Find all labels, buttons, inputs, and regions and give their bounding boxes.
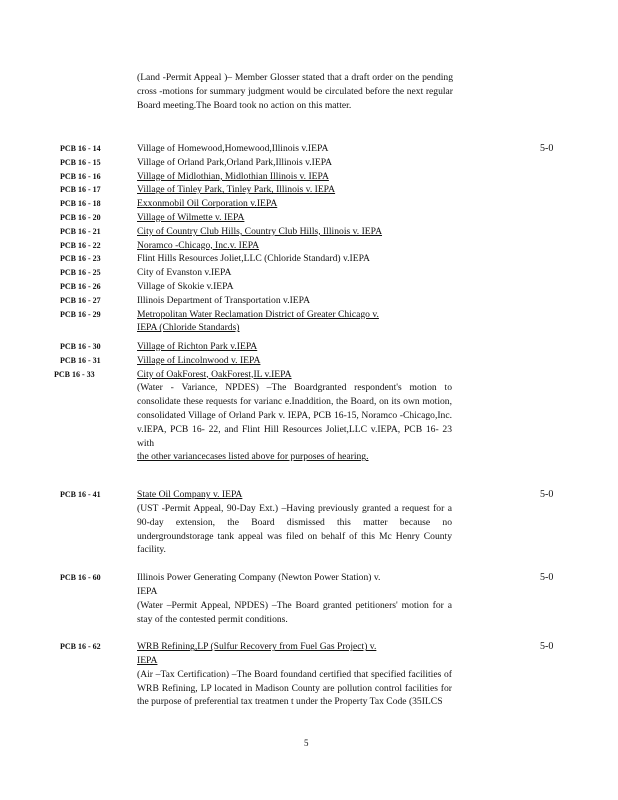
case-title: Village of Richton Park v.IEPA [137, 340, 258, 352]
case-number: PCB 16 - 26 [60, 281, 101, 291]
case-entry [0, 488, 618, 557]
consolidated-variance-cases [0, 142, 618, 381]
case-title: City of Country Club Hills, Country Club Hills, Illinois v. IEPA [137, 225, 383, 237]
case-entry [0, 183, 618, 197]
case-entry [0, 266, 618, 280]
case-entry [0, 308, 618, 340]
case-number: PCB 16 - 30 [60, 341, 101, 351]
vote-count: 5-0 [540, 641, 554, 653]
case-entry [0, 354, 618, 368]
case-number: PCB 16 - 25 [60, 268, 101, 278]
case-title: Flint Hills Resources Joliet,LLC (Chloride Standard) v.IEPA [137, 253, 370, 265]
case-title: Illinois Department of Transportation v.IEPA [137, 294, 311, 306]
case-number: PCB 16 - 20 [60, 212, 101, 222]
case-title: City of OakForest, OakForest,IL v.IEPA [137, 368, 292, 380]
case-description: (Water –Permit Appeal, NPDES) –The Board granted petitioners' motion for a stay of the contested permit conditions. [137, 599, 452, 625]
vote-count: 5-0 [540, 143, 554, 154]
case-number: PCB 16 - 29 [60, 309, 101, 319]
case-entry [0, 239, 618, 253]
case-number: PCB 16 - 18 [60, 199, 101, 209]
case-number: PCB 16 - 60 [60, 573, 101, 583]
case-title: Illinois Power Generating Company (Newton Power Station) v. [137, 572, 381, 584]
case-title-continued: IEPA (Chloride Standards) [137, 322, 240, 334]
case-title: Noramco -Chicago, Inc.v. IEPA [137, 239, 260, 251]
vote-count: 5-0 [540, 572, 554, 584]
case-entry [0, 294, 618, 308]
case-title-continued: IEPA [137, 585, 158, 597]
case-number: PCB 16 - 15 [60, 157, 101, 167]
case-entry [0, 142, 618, 156]
case-number: PCB 16 - 14 [60, 144, 101, 153]
case-title: Village of Wilmette v. IEPA [137, 211, 245, 223]
case-title: Metropolitan Water Reclamation District of Greater Chicago v. [137, 308, 379, 320]
case-number: PCB 16 - 41 [60, 490, 101, 500]
case-entry [0, 197, 618, 211]
case-title: Village of Tinley Park, Tinley Park, Illinois v. IEPA [137, 184, 336, 196]
case-title-continued: IEPA [137, 655, 158, 667]
case-title: Exxonmobil Oil Corporation v.IEPA [137, 198, 278, 210]
case-title: City of Evanston v.IEPA [137, 267, 232, 279]
case-number: PCB 16 - 31 [60, 355, 101, 365]
case-entry [0, 340, 618, 354]
case-entry [0, 368, 618, 382]
case-entry [0, 225, 618, 239]
case-description-row [0, 381, 618, 464]
case-entry [0, 571, 618, 626]
case-description: (Air –Tax Certification) –The Board foundand certified that specified facilities of WRB Refining, LP located in Madison County are pollution control facilities for the purpose of preferential tax treatmen t under the Property Tax Code (35ILCS [137, 668, 452, 708]
case-title: Village of Lincolnwood v. IEPA [137, 354, 261, 366]
case-title: WRB Refining,LP (Sulfur Recovery from Fuel Gas Project) v. [137, 641, 377, 653]
page-number: 5 [304, 738, 309, 748]
case-description: (Water - Variance, NPDES) –The Boardgranted respondent's motion to consolidate these requests for varianc e.Inaddition, the Board, on its own motion, consolidated Village of Orland Park v. IEPA, PCB 16-15, Noramco -Chicago,Inc. v.IEPA, PCB 16- 22, and Flint Hill Resources Joliet,LLC v.IEPA, PCB 16- 23 with [137, 382, 452, 449]
case-entry [0, 280, 618, 294]
case-description: (UST -Permit Appeal, 90-Day Ext.) –Having previously granted a request for a 90-day extension, the Board dismissed this matter because no undergroundstorage tank appeal was filed on behalf of this Mc Henry County facility. [137, 502, 452, 556]
case-entry [0, 156, 618, 170]
case-list [0, 142, 618, 709]
case-number: PCB 16 - 21 [60, 226, 101, 236]
case-number: PCB 16 - 22 [60, 240, 101, 250]
case-number: PCB 16 - 33 [54, 369, 95, 379]
case-entry [0, 211, 618, 225]
case-title: State Oil Company v. IEPA [137, 489, 243, 501]
case-number: PCB 16 - 23 [60, 254, 101, 264]
case-number: PCB 16 - 17 [60, 185, 101, 195]
intro-paragraph: (Land -Permit Appeal )– Member Glosser stated that a draft order on the pending cross -motions for summary judgment would be circulated before the next regular Board meeting.The Board took no action on this matter. [137, 72, 453, 111]
case-number: PCB 16 - 27 [60, 295, 101, 305]
case-title: Village of Skokie v.IEPA [137, 280, 234, 292]
case-number: PCB 16 - 62 [60, 642, 101, 652]
case-description-tail: the other variancecases listed above for purposes of hearing. [137, 451, 369, 463]
case-title: Village of Homewood,Homewood,Illinois v.IEPA [137, 143, 329, 154]
case-title: Village of Midlothian, Midlothian Illinois v. IEPA [137, 170, 329, 182]
case-entry [0, 170, 618, 184]
case-title: Village of Orland Park,Orland Park,Illinois v.IEPA [137, 156, 333, 168]
case-entry [0, 640, 618, 709]
case-number: PCB 16 - 16 [60, 171, 101, 181]
vote-count: 5-0 [540, 489, 554, 501]
case-entry [0, 252, 618, 266]
